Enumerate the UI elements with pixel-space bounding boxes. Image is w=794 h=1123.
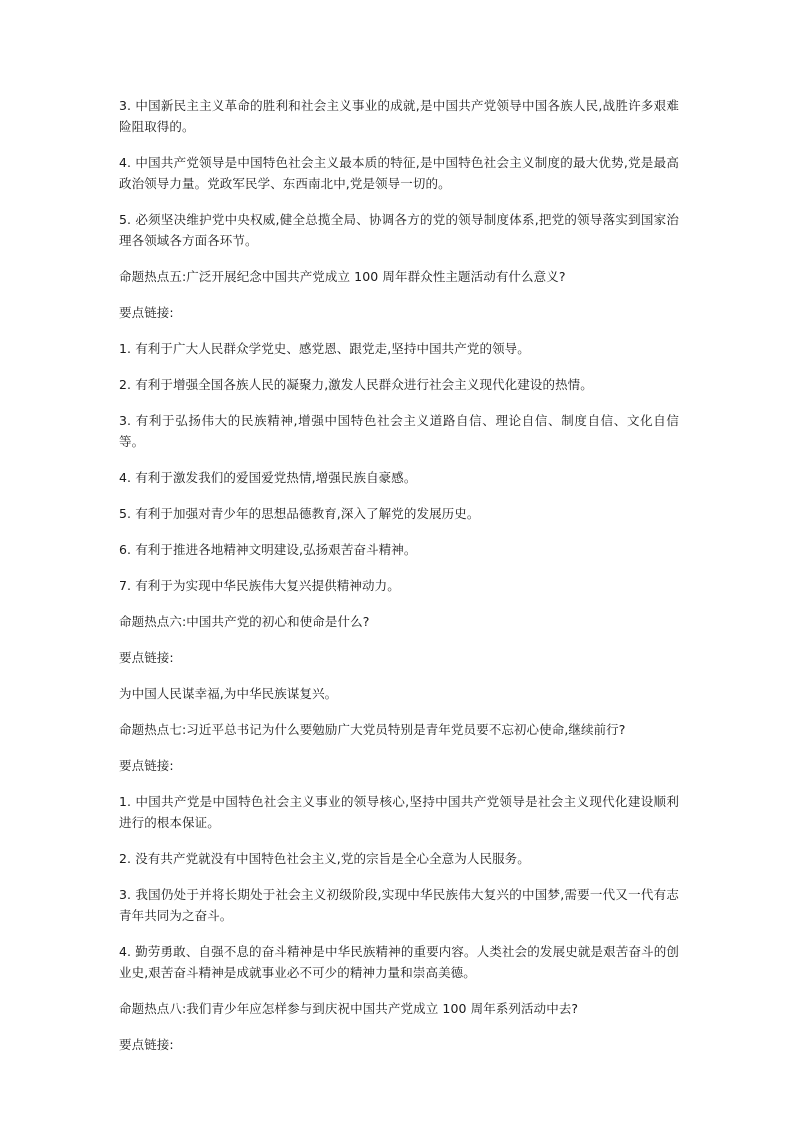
topic-heading-7: 命题热点七:习近平总书记为什么要勉励广大党员特别是青年党员要不忘初心使命,继续前行? [119,722,626,737]
document-page [119,95,679,1070]
key-points-label: 要点链接: [119,1037,174,1052]
paragraph-point-3: 3. 中国新民主主义革命的胜利和社会主义事业的成就,是中国共产党领导中国各族人民,战胜许多艰难险阻取得的。 [119,98,679,134]
list-item: 7. 有利于为实现中华民族伟大复兴提供精神动力。 [119,578,400,593]
list-item: 2. 有利于增强全国各族人民的凝聚力,激发人民群众进行社会主义现代化建设的热情。 [119,377,593,392]
paragraph-point-5: 5. 必须坚决维护党中央权威,健全总揽全局、协调各方的党的领导制度体系,把党的领导落实到国家治理各领域各方面各环节。 [119,212,679,248]
paragraph-point-4: 4. 中国共产党领导是中国特色社会主义最本质的特征,是中国特色社会主义制度的最大优势,党是最高政治领导力量。党政军民学、东西南北中,党是领导一切的。 [119,155,679,191]
topic-heading-5: 命题热点五:广泛开展纪念中国共产党成立 100 周年群众性主题活动有什么意义? [119,269,566,284]
list-item: 4. 勤劳勇敢、自强不息的奋斗精神是中华民族精神的重要内容。人类社会的发展史就是艰苦奋斗的创业史,艰苦奋斗精神是成就事业必不可少的精神力量和崇高美德。 [119,944,679,980]
list-item: 3. 有利于弘扬伟大的民族精神,增强中国特色社会主义道路自信、理论自信、制度自信、文化自信等。 [119,413,679,449]
list-item: 1. 有利于广大人民群众学党史、感党恩、跟党走,坚持中国共产党的领导。 [119,341,530,356]
topic-heading-6: 命题热点六:中国共产党的初心和使命是什么? [119,614,370,629]
list-item: 3. 我国仍处于并将长期处于社会主义初级阶段,实现中华民族伟大复兴的中国梦,需要一代又一代有志青年共同为之奋斗。 [119,887,679,923]
list-item: 6. 有利于推进各地精神文明建设,弘扬艰苦奋斗精神。 [119,542,417,557]
list-item: 4. 有利于激发我们的爱国爱党热情,增强民族自豪感。 [119,470,417,485]
answer-text: 为中国人民谋幸福,为中华民族谋复兴。 [119,686,338,701]
list-item: 5. 有利于加强对青少年的思想品德教育,深入了解党的发展历史。 [119,506,480,521]
key-points-label: 要点链接: [119,650,174,665]
list-item: 1. 中国共产党是中国特色社会主义事业的领导核心,坚持中国共产党领导是社会主义现代化建设顺利进行的根本保证。 [119,794,679,830]
key-points-label: 要点链接: [119,305,174,320]
topic-heading-8: 命题热点八:我们青少年应怎样参与到庆祝中国共产党成立 100 周年系列活动中去? [119,1001,579,1016]
key-points-label: 要点链接: [119,758,174,773]
list-item: 2. 没有共产党就没有中国特色社会主义,党的宗旨是全心全意为人民服务。 [119,851,530,866]
